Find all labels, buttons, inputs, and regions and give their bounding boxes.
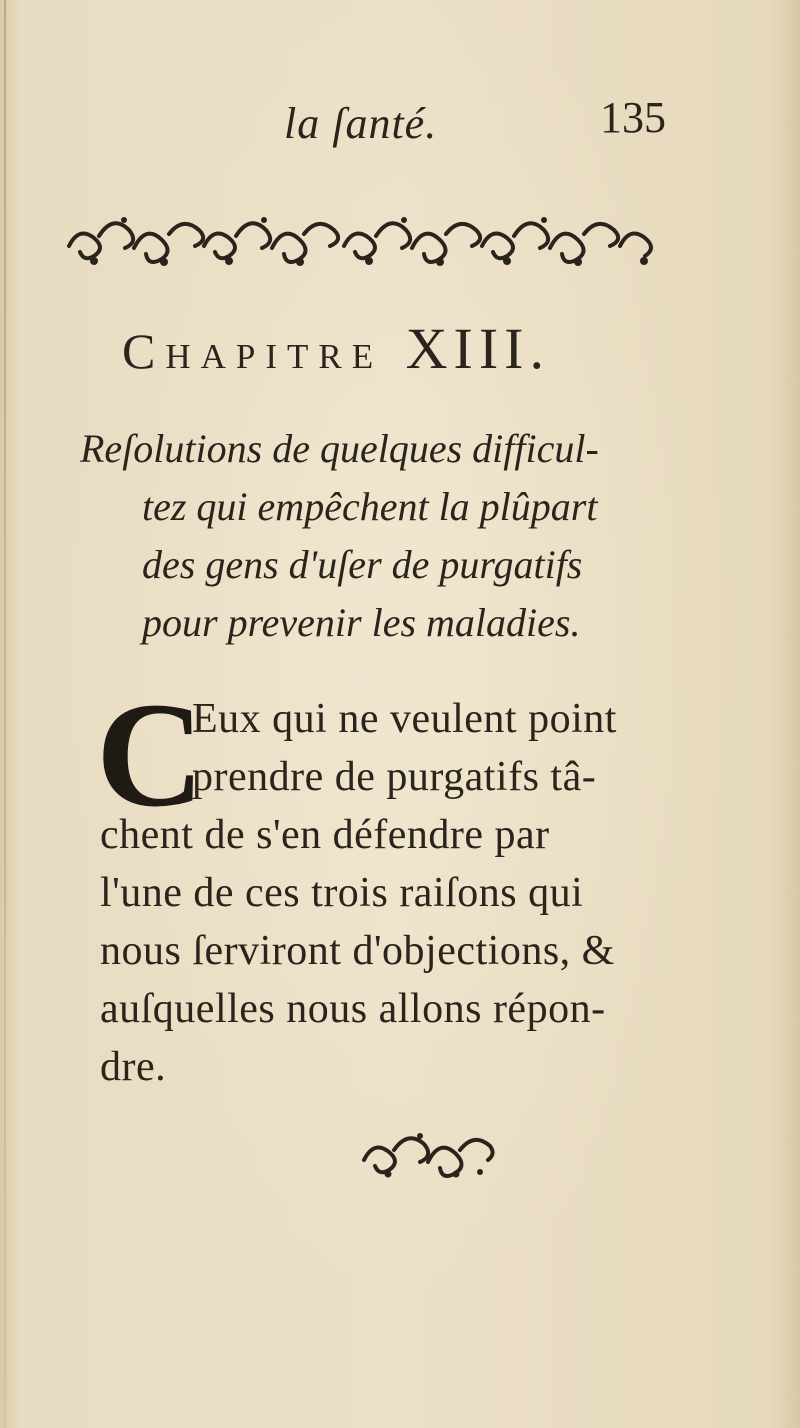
chapter-number: XIII. xyxy=(405,316,550,381)
body-line: chent de s'en défendre par xyxy=(100,812,550,858)
chapter-heading xyxy=(122,315,550,382)
binding-edge xyxy=(4,0,6,1428)
chapter-label: Chapitre xyxy=(122,323,384,379)
body-line: nous ſerviront d'objections, & xyxy=(100,928,615,974)
summary-line: pour prevenir les maladies. xyxy=(142,600,581,645)
ornamental-tailpiece xyxy=(360,1128,496,1182)
body-line: l'une de ces trois raiſons qui xyxy=(100,870,584,916)
summary-line: Reſolutions de quelques difficul- xyxy=(80,426,599,471)
body-line: dre. xyxy=(100,1044,167,1090)
running-head: la ſanté. xyxy=(284,99,438,148)
body-line: auſquelles nous allons répon- xyxy=(100,986,606,1032)
summary-line: tez qui empêchent la plûpart xyxy=(142,484,598,529)
body-paragraph xyxy=(100,690,720,1096)
summary-line: des gens d'uſer de purgatifs xyxy=(142,542,583,587)
page-number: 135 xyxy=(600,93,666,142)
body-line: prendre de purgatifs tâ- xyxy=(192,754,597,800)
drop-cap: C xyxy=(96,672,205,838)
body-line: Eux qui ne veulent point xyxy=(192,696,617,742)
chapter-summary xyxy=(80,420,720,652)
ornamental-headpiece xyxy=(64,206,664,276)
